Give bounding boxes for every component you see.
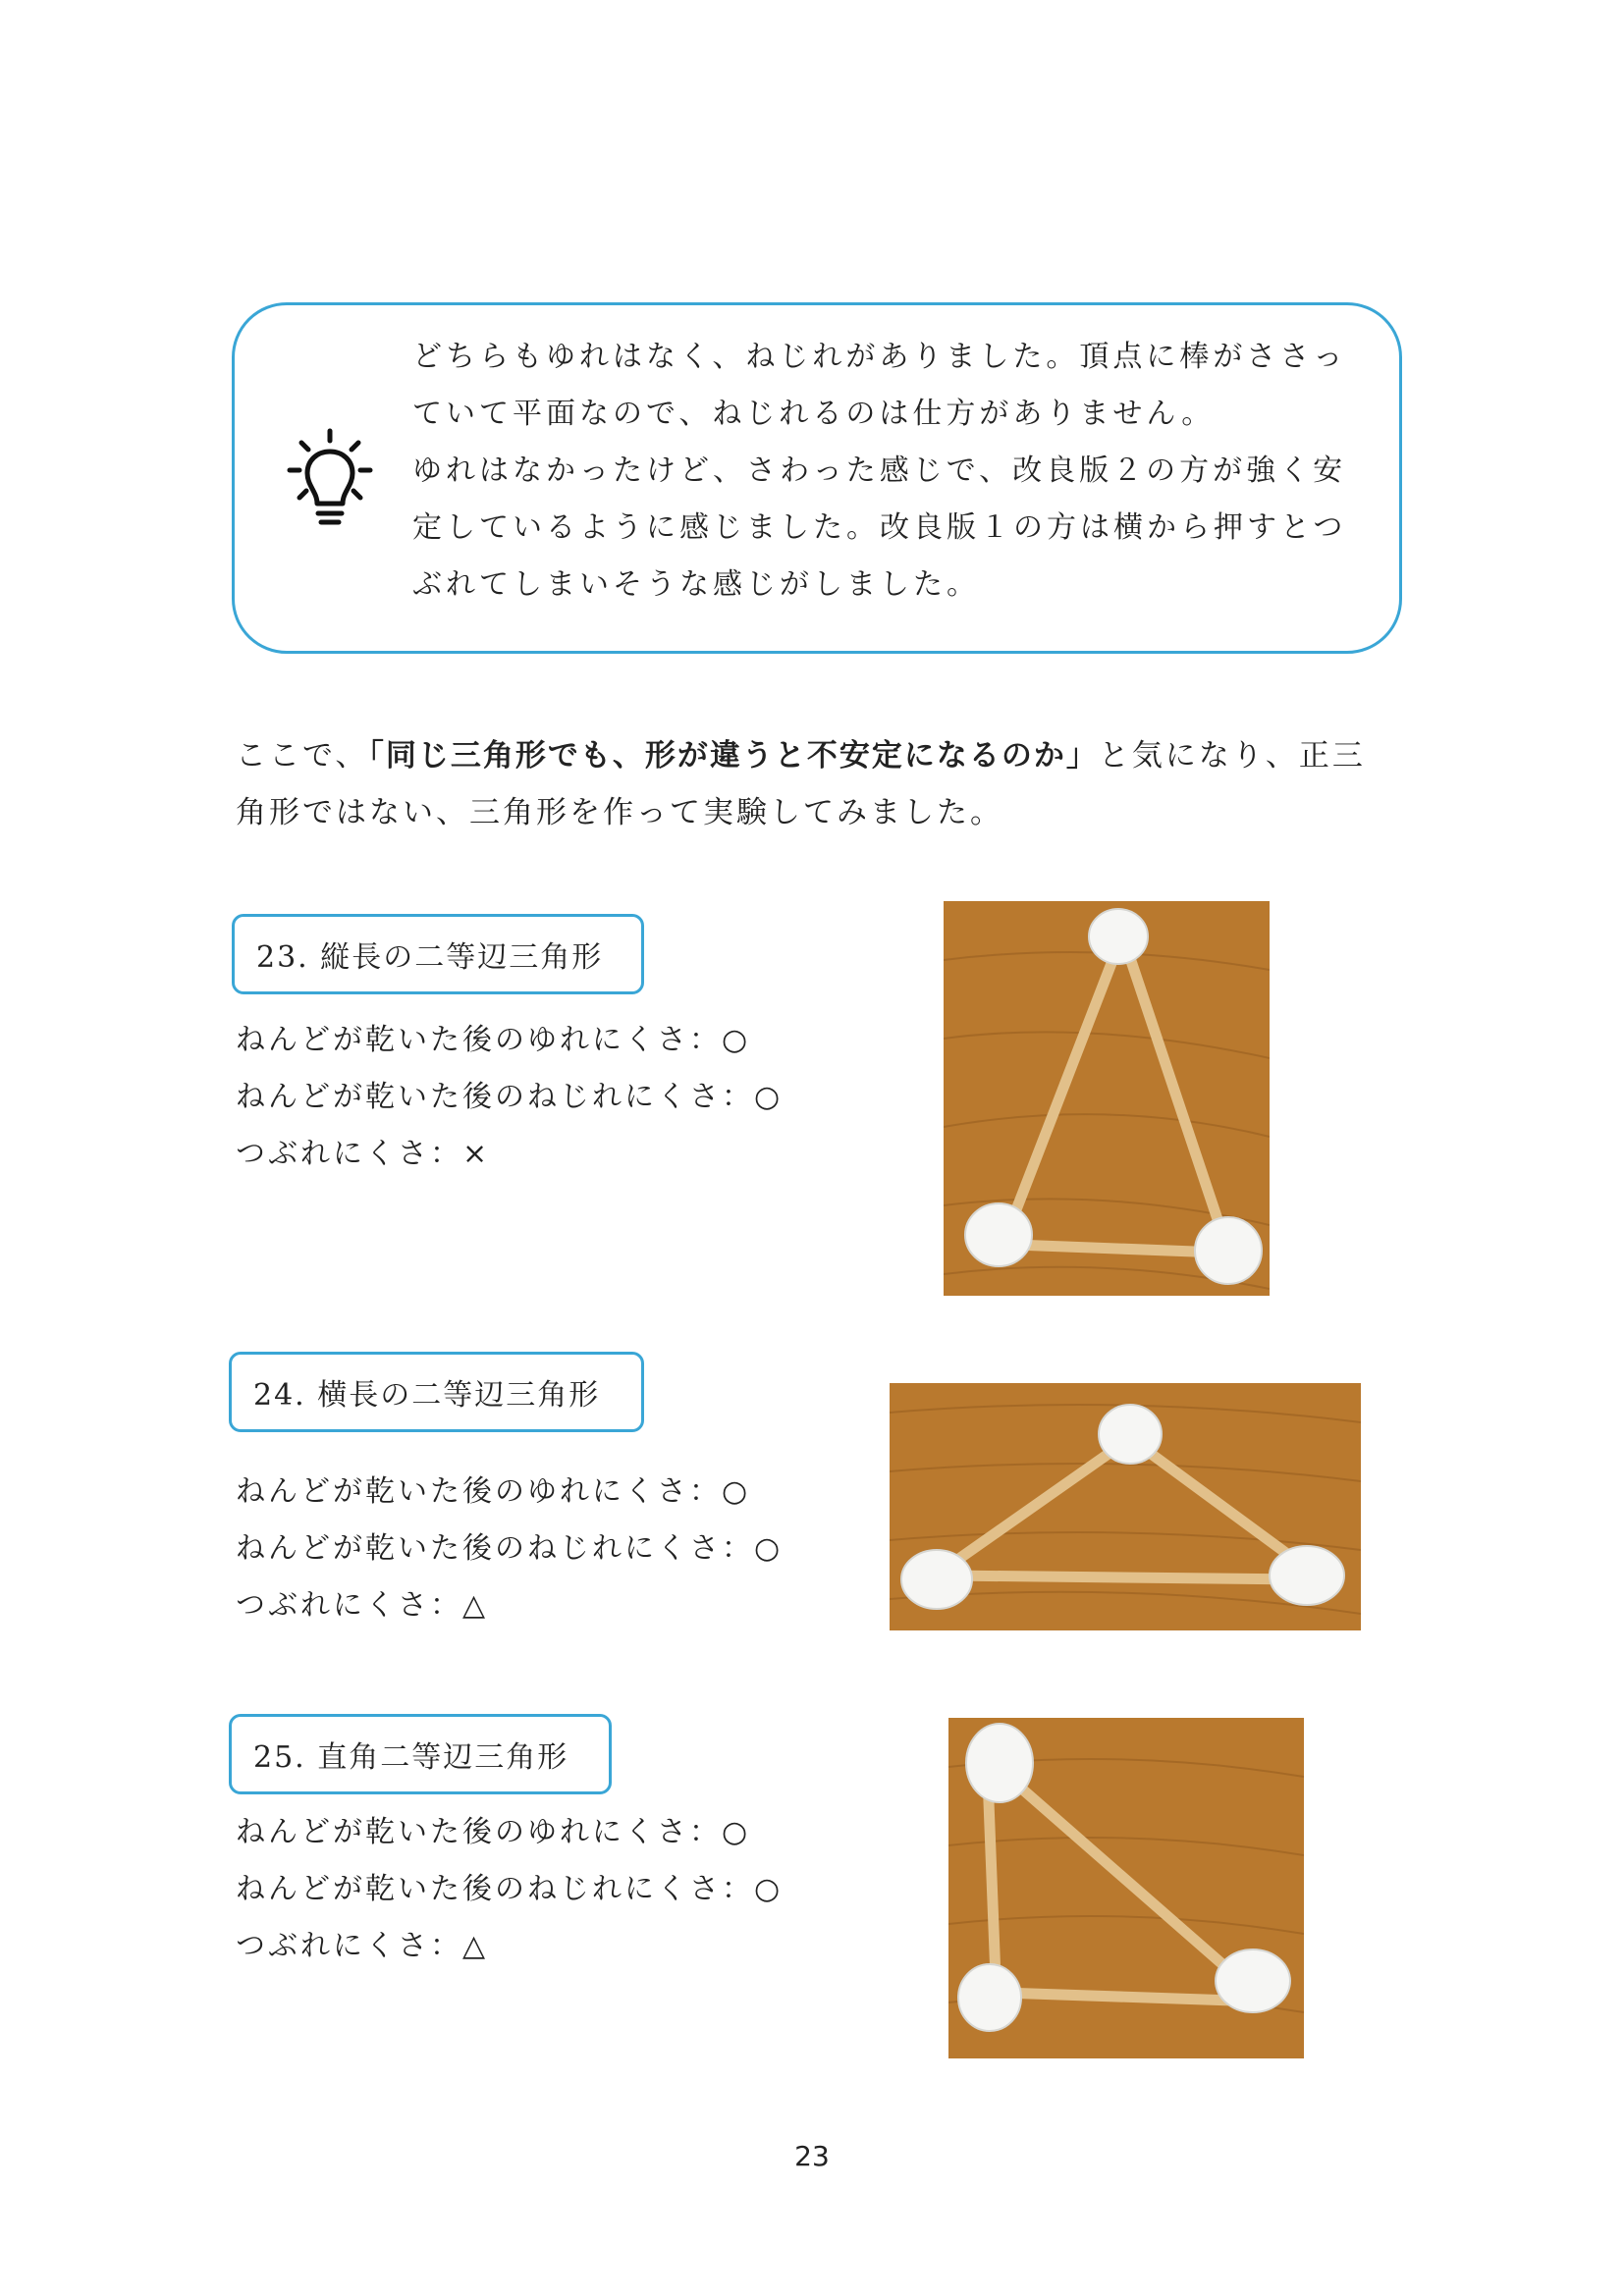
experiment-title-box <box>232 914 644 994</box>
right-isosceles-triangle-photo <box>948 1718 1304 2058</box>
note-line: ぶれてしまいそうな感じがしました。 <box>412 567 980 602</box>
experiment-results <box>236 1804 844 1975</box>
intro-line-1 <box>236 727 1394 784</box>
note-line: ゆれはなかったけど、さわった感じで、改良版２の方が強く安 <box>412 454 1347 488</box>
tall-isosceles-triangle-photo <box>944 901 1270 1296</box>
twist-result: ねんどが乾いた後のねじれにくさ：○ <box>236 1080 784 1114</box>
wide-isosceles-triangle-photo <box>890 1383 1361 1630</box>
crush-result: つぶれにくさ：△ <box>236 1588 489 1623</box>
sway-result: ねんどが乾いた後のゆれにくさ：○ <box>236 1815 751 1849</box>
lightbulb-icon <box>286 427 374 535</box>
note-line: ていて平面なので、ねじれるのは仕方がありません。 <box>412 397 1216 431</box>
experiment-title: 23. 縦長の二等辺三角形 <box>256 940 604 975</box>
note-line: 定しているように感じました。改良版１の方は横から押すとつ <box>412 510 1347 545</box>
experiment-results <box>236 1464 844 1634</box>
crush-result: つぶれにくさ：△ <box>236 1929 489 1963</box>
experiment-title-box <box>229 1352 644 1432</box>
intro-line-2: 角形ではない、三角形を作って実験してみました。 <box>236 795 1003 830</box>
note-text <box>412 329 1355 614</box>
experiment-results <box>236 1012 844 1183</box>
twist-result: ねんどが乾いた後のねじれにくさ：○ <box>236 1531 784 1566</box>
note-line: どちらもゆれはなく、ねじれがありました。頂点に棒がささっ <box>412 340 1347 374</box>
intro-text: ここで、 <box>236 738 369 774</box>
twist-result: ねんどが乾いた後のねじれにくさ：○ <box>236 1872 784 1906</box>
intro-paragraph <box>236 727 1394 841</box>
experiment-title: 24. 横長の二等辺三角形 <box>253 1378 601 1413</box>
intro-text: と気になり、正三 <box>1098 738 1366 774</box>
note-box <box>232 302 1402 654</box>
sway-result: ねんどが乾いた後のゆれにくさ：○ <box>236 1474 751 1509</box>
sway-result: ねんどが乾いた後のゆれにくさ：○ <box>236 1023 751 1057</box>
intro-question: 「同じ三角形でも、形が違うと不安定になるのか」 <box>368 738 1099 774</box>
page-number: 23 <box>794 2140 830 2172</box>
experiment-title-box <box>229 1714 612 1794</box>
crush-result: つぶれにくさ：× <box>236 1137 491 1171</box>
experiment-title: 25. 直角二等辺三角形 <box>253 1740 569 1775</box>
